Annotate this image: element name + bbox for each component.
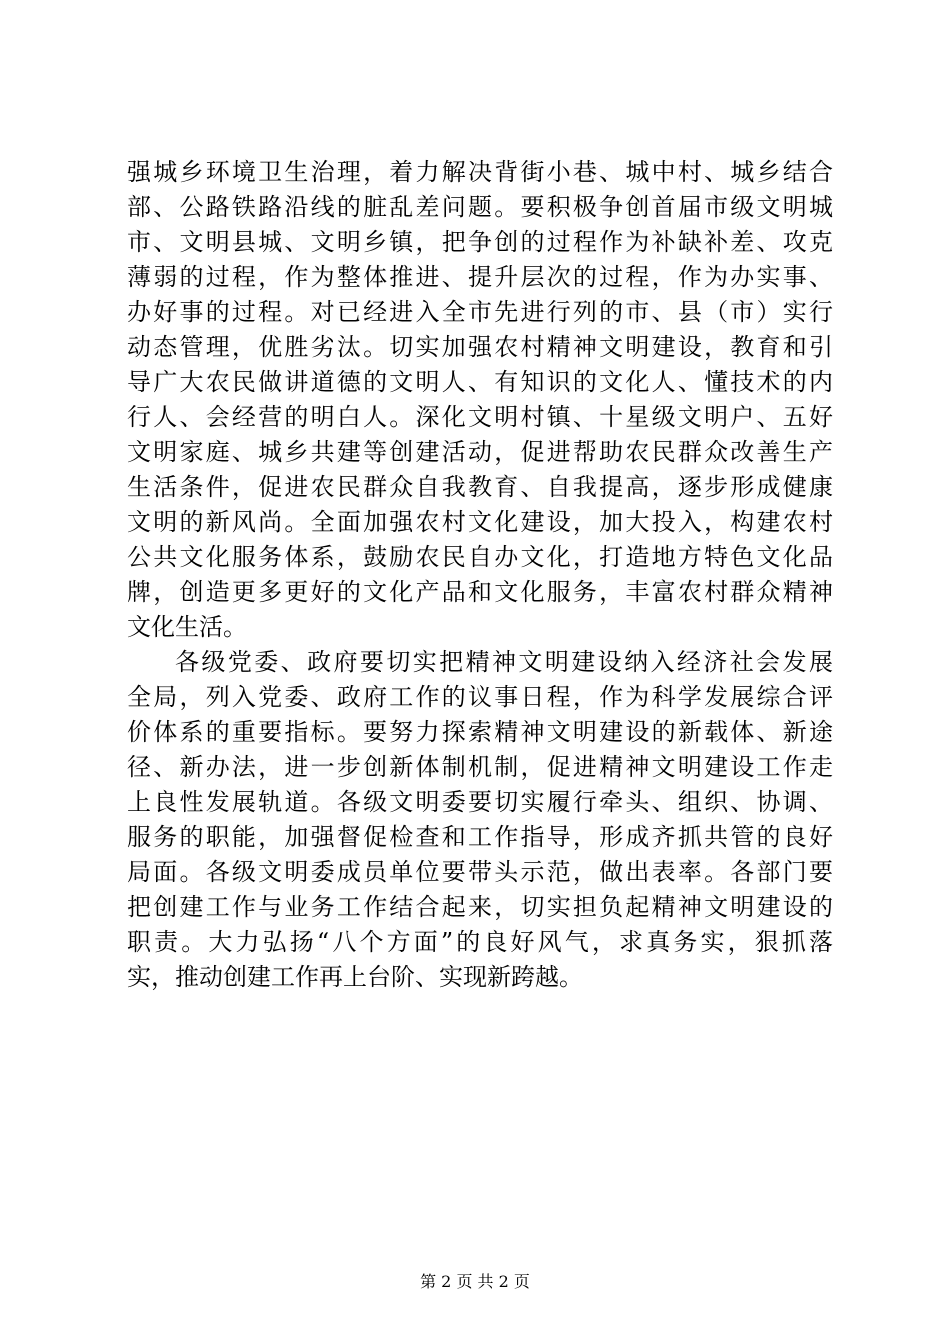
text-line: 服务的职能，加强督促检查和工作指导，形成齐抓共管的良好 [127,823,833,851]
text-line: 办好事的过程。对已经进入全市先进行列的市、县（市）实行 [127,298,833,326]
text-line: 动态管理，优胜劣汰。切实加强农村精神文明建设，教育和引 [127,333,833,361]
text-line: 市、文明县城、文明乡镇，把争创的过程作为补缺补差、攻克 [127,228,833,256]
text-line: 生活条件，促进农民群众自我教育、自我提高，逐步形成健康 [127,473,833,501]
text-line: 把创建工作与业务工作结合起来，切实担负起精神文明建设的 [127,893,833,921]
text-line: 强城乡环境卫生治理，着力解决背街小巷、城中村、城乡结合 [127,158,833,186]
text-line: 局面。各级文明委成员单位要带头示范，做出表率。各部门要 [127,858,833,886]
text-line: 文明家庭、城乡共建等创建活动，促进帮助农民群众改善生产 [127,438,833,466]
text-line: 行人、会经营的明白人。深化文明村镇、十星级文明户、五好 [127,403,833,431]
text-line: 全局，列入党委、政府工作的议事日程，作为科学发展综合评 [127,683,833,711]
text-line: 公共文化服务体系，鼓励农民自办文化，打造地方特色文化品 [127,543,833,571]
page-number-footer: 第 2 页 共 2 页 [420,1272,530,1291]
text-line: 文化生活。 [127,613,247,641]
paragraph [127,645,833,995]
text-line: 牌，创造更多更好的文化产品和文化服务，丰富农村群众精神 [127,578,833,606]
text-line: 部、公路铁路沿线的脏乱差问题。要积极争创首届市级文明城 [127,193,833,221]
text-line: 薄弱的过程，作为整体推进、提升层次的过程，作为办实事、 [127,263,833,291]
text-line: 实，推动创建工作再上台阶、实现新跨越。 [127,963,583,991]
document-body [127,155,833,995]
text-line: 上良性发展轨道。各级文明委要切实履行牵头、组织、协调、 [127,788,833,816]
text-line: 价体系的重要指标。要努力探索精神文明建设的新载体、新途 [127,718,833,746]
paragraph [127,155,833,645]
text-line: 职责。大力弘扬“八个方面”的良好风气，求真务实，狠抓落 [127,928,833,956]
text-line: 导广大农民做讲道德的文明人、有知识的文化人、懂技术的内 [127,368,833,396]
text-line: 径、新办法，进一步创新体制机制，促进精神文明建设工作走 [127,753,833,781]
text-line: 各级党委、政府要切实把精神文明建设纳入经济社会发展 [175,648,833,676]
text-line: 文明的新风尚。全面加强农村文化建设，加大投入，构建农村 [127,508,833,536]
